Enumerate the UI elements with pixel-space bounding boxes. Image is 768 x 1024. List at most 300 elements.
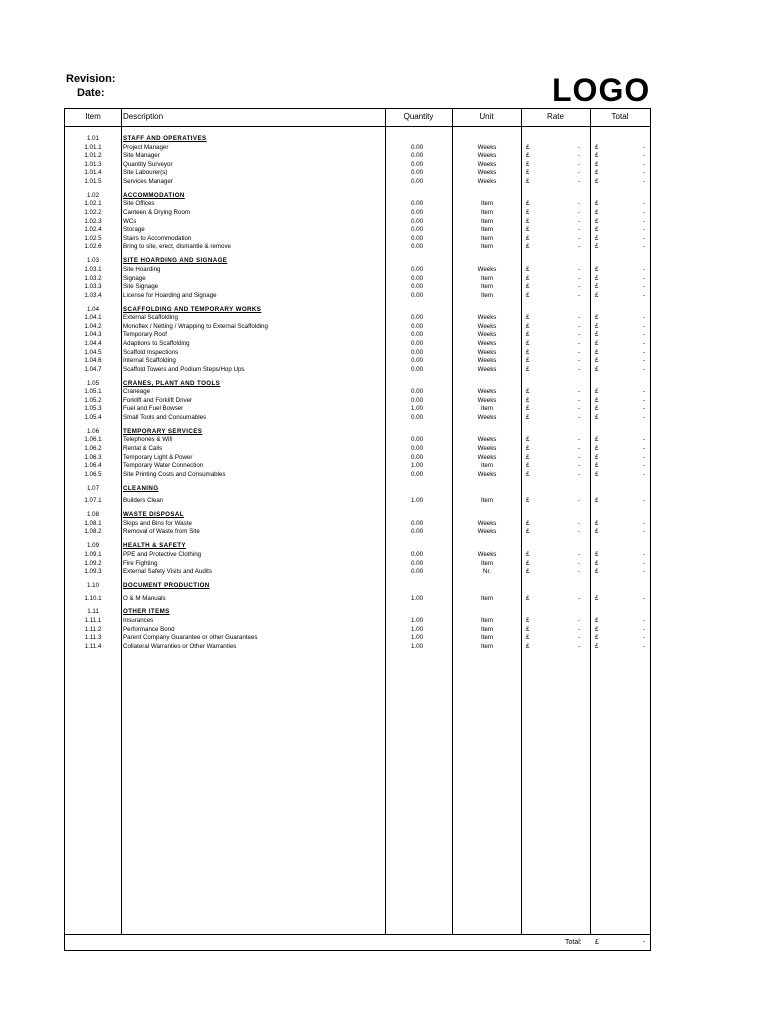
total-currency: £ — [595, 331, 599, 339]
item-number: 1.01.3 — [84, 160, 102, 168]
table-row — [65, 283, 650, 292]
item-quantity: 0.00 — [410, 365, 424, 373]
rate-value: - — [577, 234, 580, 242]
total-currency: £ — [595, 625, 599, 633]
section-header-row — [65, 192, 650, 201]
rate-currency: £ — [526, 414, 530, 421]
item-unit: Item — [480, 642, 494, 650]
item-number: 1.05.1 — [84, 388, 102, 396]
rate-currency: £ — [526, 470, 530, 478]
total-value: - — [642, 939, 645, 946]
rate-currency: £ — [526, 550, 530, 558]
table-row — [65, 144, 650, 153]
total-currency: £ — [595, 234, 599, 242]
table-row — [65, 617, 650, 626]
rate-currency: £ — [526, 642, 530, 650]
rate-currency: £ — [526, 559, 530, 567]
rate-value: - — [577, 462, 580, 470]
table-row — [65, 414, 650, 423]
item-unit: Item — [480, 200, 494, 208]
rate-currency: £ — [526, 243, 530, 251]
item-unit: Weeks — [477, 169, 497, 177]
item-unit: Weeks — [477, 152, 497, 160]
rate-value: - — [577, 528, 580, 536]
total-value: - — [642, 243, 645, 251]
table-row — [65, 643, 650, 652]
table-row — [65, 357, 650, 366]
item-number: 1.03.4 — [84, 291, 102, 299]
total-value: - — [642, 405, 645, 413]
total-currency: £ — [595, 160, 599, 168]
table-row — [65, 200, 650, 209]
rate-currency: £ — [526, 226, 530, 234]
rate-value: - — [577, 414, 580, 421]
item-number: 1.04.2 — [84, 322, 102, 330]
total-currency: £ — [595, 200, 599, 208]
item-description: Performance Bond — [123, 625, 175, 633]
table-row — [65, 626, 650, 635]
section-header-row — [65, 608, 650, 617]
item-quantity: 0.00 — [410, 357, 424, 365]
total-currency: £ — [595, 348, 599, 356]
section-code: 1.11 — [87, 608, 99, 616]
item-unit: Weeks — [477, 143, 497, 151]
rate-currency: £ — [526, 177, 530, 185]
rate-value: - — [577, 200, 580, 208]
section-header-row — [65, 582, 650, 591]
rate-value: - — [577, 169, 580, 177]
total-value: - — [642, 143, 645, 151]
item-number: 1.03.1 — [84, 265, 102, 273]
total-currency: £ — [595, 642, 599, 650]
item-number: 1.02.2 — [84, 209, 102, 217]
rate-value: - — [577, 152, 580, 160]
total-currency: £ — [595, 568, 599, 576]
item-description: Removal of Waste from Site — [123, 528, 200, 536]
total-currency: £ — [595, 519, 599, 527]
item-number: 1.11.3 — [84, 634, 102, 642]
item-description: Insurances — [123, 617, 154, 625]
item-quantity: 0.00 — [410, 348, 424, 356]
rate-currency: £ — [526, 331, 530, 339]
rate-value: - — [577, 314, 580, 322]
rate-currency: £ — [526, 217, 530, 225]
rate-currency: £ — [526, 568, 530, 576]
item-number: 1.01.5 — [84, 177, 102, 185]
total-currency: £ — [595, 322, 599, 330]
total-currency: £ — [595, 462, 599, 470]
item-description: External Scaffolding — [123, 314, 178, 322]
rate-value: - — [577, 348, 580, 356]
rate-currency: £ — [526, 348, 530, 356]
section-header-row — [65, 542, 650, 551]
item-unit: Item — [480, 625, 494, 633]
section-code: 1.09 — [86, 542, 100, 550]
column-header-item: Item — [85, 112, 101, 121]
item-number: 1.02.4 — [84, 226, 102, 234]
item-unit: Weeks — [477, 160, 497, 168]
item-unit: Weeks — [477, 314, 497, 322]
rate-value: - — [577, 625, 580, 633]
item-unit: Weeks — [477, 388, 497, 396]
table-body — [65, 135, 650, 651]
total-value: - — [642, 339, 645, 347]
rate-currency: £ — [526, 365, 530, 373]
rate-currency: £ — [526, 519, 530, 527]
item-description: Services Manager — [123, 177, 173, 185]
item-number: 1.09.1 — [84, 550, 102, 558]
item-quantity: 0.00 — [410, 234, 424, 242]
total-currency: £ — [595, 388, 599, 396]
total-currency: £ — [595, 314, 599, 322]
item-quantity: 0.00 — [410, 265, 424, 273]
table-row — [65, 314, 650, 323]
item-description: Signage — [123, 274, 146, 282]
item-description: Site Offices — [123, 200, 155, 208]
item-number: 1.04.4 — [84, 339, 102, 347]
total-currency: £ — [595, 209, 599, 217]
bill-of-quantities-table — [64, 108, 651, 951]
revision-label: Revision: — [66, 73, 116, 85]
item-quantity: 1.00 — [410, 634, 424, 642]
item-unit: Item — [480, 283, 494, 291]
table-row — [65, 340, 650, 349]
total-value: - — [642, 357, 645, 365]
item-description: Skips and Bins for Waste — [123, 519, 192, 527]
rate-value: - — [577, 177, 580, 185]
rate-currency: £ — [526, 322, 530, 330]
item-unit: Nr. — [483, 568, 491, 576]
total-value: - — [642, 445, 645, 453]
rate-value: - — [577, 226, 580, 234]
section-header-row — [65, 380, 650, 389]
item-description: Project Manager — [123, 143, 169, 151]
table-row — [65, 471, 650, 480]
rate-value: - — [577, 559, 580, 567]
total-value: - — [642, 331, 645, 339]
item-number: 1.10.1 — [84, 594, 102, 602]
rate-value: - — [577, 331, 580, 339]
section-code: 1.07 — [86, 484, 100, 492]
item-unit: Item — [480, 209, 494, 217]
date-label: Date: — [77, 87, 105, 99]
rate-currency: £ — [526, 265, 530, 273]
rate-currency: £ — [526, 405, 530, 413]
item-quantity: 0.00 — [410, 291, 424, 299]
item-number: 1.05.2 — [84, 396, 102, 404]
item-number: 1.04.6 — [84, 357, 102, 365]
item-description: Fire Fighting — [123, 559, 158, 567]
total-currency: £ — [595, 405, 599, 413]
rate-currency: £ — [526, 396, 530, 404]
total-currency: £ — [595, 177, 599, 185]
total-value: - — [642, 314, 645, 322]
table-row — [65, 634, 650, 643]
table-row — [65, 243, 650, 252]
item-description: Bring to site, erect, dismantle & remove — [123, 243, 231, 251]
item-quantity: 0.00 — [410, 453, 424, 461]
item-description: Site Signage — [123, 283, 159, 291]
total-currency: £ — [595, 291, 599, 299]
rate-currency: £ — [526, 283, 530, 291]
total-value: - — [642, 470, 645, 478]
column-header-rate: Rate — [547, 112, 564, 121]
rate-value: - — [577, 357, 580, 365]
rate-value: - — [577, 550, 580, 558]
item-quantity: 0.00 — [410, 217, 424, 225]
item-quantity: 0.00 — [410, 388, 424, 396]
total-value: - — [642, 348, 645, 356]
item-quantity: 0.00 — [410, 519, 424, 527]
section-title: ACCOMMODATION — [123, 191, 185, 199]
table-row — [65, 349, 650, 358]
table-row — [65, 366, 650, 375]
item-number: 1.08.2 — [84, 528, 102, 536]
table-row — [65, 528, 650, 537]
section-code: 1.04 — [86, 305, 100, 313]
total-value: - — [642, 152, 645, 160]
rate-currency: £ — [526, 160, 530, 168]
item-quantity: 0.00 — [410, 568, 424, 576]
table-row — [65, 323, 650, 332]
section-title: SCAFFOLDING AND TEMPORARY WORKS — [123, 305, 262, 313]
section-code: 1.08 — [86, 511, 100, 519]
item-quantity: 1.00 — [410, 594, 424, 602]
item-number: 1.06.4 — [84, 462, 102, 470]
section-title: DOCUMENT PRODUCTION — [123, 581, 210, 589]
item-quantity: 0.00 — [410, 283, 424, 291]
total-value: - — [642, 169, 645, 177]
table-row — [65, 275, 650, 284]
header-divider — [65, 126, 650, 127]
total-currency: £ — [595, 365, 599, 373]
total-value: - — [642, 519, 645, 527]
rate-currency: £ — [526, 453, 530, 461]
item-description: Scaffold Towers and Podium Steps/Hop Ups — [123, 365, 245, 373]
total-currency: £ — [595, 217, 599, 225]
item-number: 1.09.2 — [84, 559, 102, 567]
total-currency: £ — [595, 445, 599, 453]
item-description: O & M Manuals — [123, 594, 166, 602]
item-number: 1.04.1 — [84, 314, 102, 322]
item-description: Site Manager — [123, 152, 160, 160]
item-number: 1.03.3 — [84, 283, 102, 291]
table-row — [65, 568, 650, 577]
item-description: Stairs to Accommodation — [123, 234, 192, 242]
total-value: - — [642, 550, 645, 558]
item-number: 1.08.1 — [84, 519, 102, 527]
item-quantity: 1.00 — [410, 405, 424, 413]
item-number: 1.04.7 — [84, 365, 102, 373]
section-code: 1.06 — [86, 427, 100, 435]
item-description: Site Labourer(s) — [123, 169, 168, 177]
item-unit: Weeks — [477, 348, 497, 356]
item-unit: Weeks — [477, 339, 497, 347]
total-value: - — [642, 634, 645, 642]
item-number: 1.06.5 — [84, 470, 102, 478]
item-number: 1.07.1 — [84, 497, 102, 505]
item-unit: Weeks — [477, 365, 497, 373]
section-code: 1.03 — [86, 257, 100, 265]
item-unit: Weeks — [477, 519, 497, 527]
table-row — [65, 169, 650, 178]
item-quantity: 0.00 — [410, 322, 424, 330]
item-description: Temporary Water Connection — [123, 462, 204, 470]
table-row — [65, 445, 650, 454]
item-number: 1.09.3 — [84, 568, 102, 576]
item-description: Collateral Warranties or Other Warranties — [123, 642, 237, 650]
item-unit: Weeks — [477, 396, 497, 404]
rate-currency: £ — [526, 625, 530, 633]
item-quantity: 0.00 — [410, 177, 424, 185]
item-quantity: 0.00 — [410, 169, 424, 177]
item-quantity: 0.00 — [410, 339, 424, 347]
item-description: Canteen & Drying Room — [123, 209, 191, 217]
item-quantity: 1.00 — [410, 617, 424, 625]
total-value: - — [642, 642, 645, 650]
section-header-row — [65, 257, 650, 266]
item-quantity: 0.00 — [410, 226, 424, 234]
total-label: Total: — [565, 939, 582, 946]
item-unit: Item — [480, 634, 494, 642]
section-header-row — [65, 485, 650, 494]
item-quantity: 0.00 — [410, 414, 424, 421]
total-value: - — [642, 217, 645, 225]
item-description: External Safety Visits and Audits — [123, 568, 212, 576]
rate-currency: £ — [526, 388, 530, 396]
item-unit: Weeks — [477, 414, 497, 421]
table-row — [65, 436, 650, 445]
rate-currency: £ — [526, 274, 530, 282]
total-value: - — [642, 396, 645, 404]
rate-currency: £ — [526, 152, 530, 160]
section-title: CRANES, PLANT AND TOOLS — [123, 379, 221, 387]
section-title: WASTE DISPOSAL — [123, 511, 184, 519]
item-unit: Item — [480, 617, 494, 625]
item-quantity: 0.00 — [410, 143, 424, 151]
item-number: 1.01.2 — [84, 152, 102, 160]
table-row — [65, 292, 650, 301]
table-row — [65, 235, 650, 244]
total-currency: £ — [595, 169, 599, 177]
total-currency: £ — [595, 470, 599, 478]
section-code: 1.01 — [86, 135, 100, 142]
total-value: - — [642, 625, 645, 633]
item-unit: Weeks — [477, 528, 497, 536]
item-quantity: 1.00 — [410, 625, 424, 633]
item-description: Internal Scaffolding — [123, 357, 176, 365]
table-row — [65, 388, 650, 397]
item-unit: Item — [480, 243, 494, 251]
item-number: 1.05.4 — [84, 414, 102, 421]
item-unit: Item — [480, 226, 494, 234]
rate-currency: £ — [526, 528, 530, 536]
section-code: 1.05 — [86, 379, 100, 387]
item-number: 1.06.3 — [84, 453, 102, 461]
item-number: 1.01.1 — [84, 143, 102, 151]
rate-value: - — [577, 453, 580, 461]
total-value: - — [642, 200, 645, 208]
rate-currency: £ — [526, 462, 530, 470]
total-currency: £ — [595, 396, 599, 404]
table-row — [65, 161, 650, 170]
item-unit: Item — [480, 405, 494, 413]
item-unit: Weeks — [477, 331, 497, 339]
table-row — [65, 462, 650, 471]
rate-currency: £ — [526, 617, 530, 625]
total-currency: £ — [595, 357, 599, 365]
item-description: License for Hoarding and Signage — [123, 291, 217, 299]
section-title: STAFF AND OPERATIVES — [123, 135, 207, 142]
rate-value: - — [577, 642, 580, 650]
item-quantity: 0.00 — [410, 274, 424, 282]
rate-currency: £ — [526, 634, 530, 642]
rate-currency: £ — [526, 436, 530, 444]
item-description: Small Tools and Consumables — [123, 414, 207, 421]
item-description: Fuel and Fuel Bowser — [123, 405, 184, 413]
total-value: - — [642, 234, 645, 242]
table-row — [65, 520, 650, 529]
item-description: Temporary Light & Power — [123, 453, 193, 461]
item-number: 1.02.5 — [84, 234, 102, 242]
section-code: 1.10 — [86, 581, 100, 589]
rate-value: - — [577, 365, 580, 373]
rate-value: - — [577, 396, 580, 404]
table-row — [65, 152, 650, 161]
rate-value: - — [577, 143, 580, 151]
item-number: 1.11.1 — [84, 617, 102, 625]
total-value: - — [642, 274, 645, 282]
section-header-row — [65, 135, 650, 144]
item-unit: Weeks — [477, 265, 497, 273]
item-quantity: 0.00 — [410, 243, 424, 251]
item-description: Parent Company Guarantee or other Guarantees — [123, 634, 258, 642]
rate-currency: £ — [526, 357, 530, 365]
table-row — [65, 226, 650, 235]
item-description: Monoflex / Netting / Wrapping to External Scaffolding — [123, 322, 268, 330]
item-description: Site Printing Costs and Consumables — [123, 470, 226, 478]
rate-value: - — [577, 497, 580, 505]
section-title: TEMPORARY SERVICES — [123, 427, 203, 435]
total-value: - — [642, 365, 645, 373]
table-row — [65, 551, 650, 560]
rate-value: - — [577, 405, 580, 413]
section-code: 1.02 — [86, 191, 100, 199]
rate-currency: £ — [526, 445, 530, 453]
item-number: 1.02.3 — [84, 217, 102, 225]
rate-value: - — [577, 594, 580, 602]
total-value: - — [642, 594, 645, 602]
rate-value: - — [577, 634, 580, 642]
total-currency: £ — [595, 274, 599, 282]
table-row — [65, 218, 650, 227]
section-header-row — [65, 511, 650, 520]
item-unit: Weeks — [477, 453, 497, 461]
section-title: SITE HOARDING AND SIGNAGE — [123, 257, 228, 265]
total-currency: £ — [595, 550, 599, 558]
total-currency: £ — [595, 559, 599, 567]
item-quantity: 0.00 — [410, 550, 424, 558]
item-number: 1.05.3 — [84, 405, 102, 413]
rate-currency: £ — [526, 209, 530, 217]
table-row — [65, 454, 650, 463]
table-row — [65, 209, 650, 218]
total-value: - — [642, 497, 645, 505]
item-number: 1.04.3 — [84, 331, 102, 339]
table-row — [65, 331, 650, 340]
item-description: Builders Clean — [123, 497, 164, 505]
total-value: - — [642, 528, 645, 536]
